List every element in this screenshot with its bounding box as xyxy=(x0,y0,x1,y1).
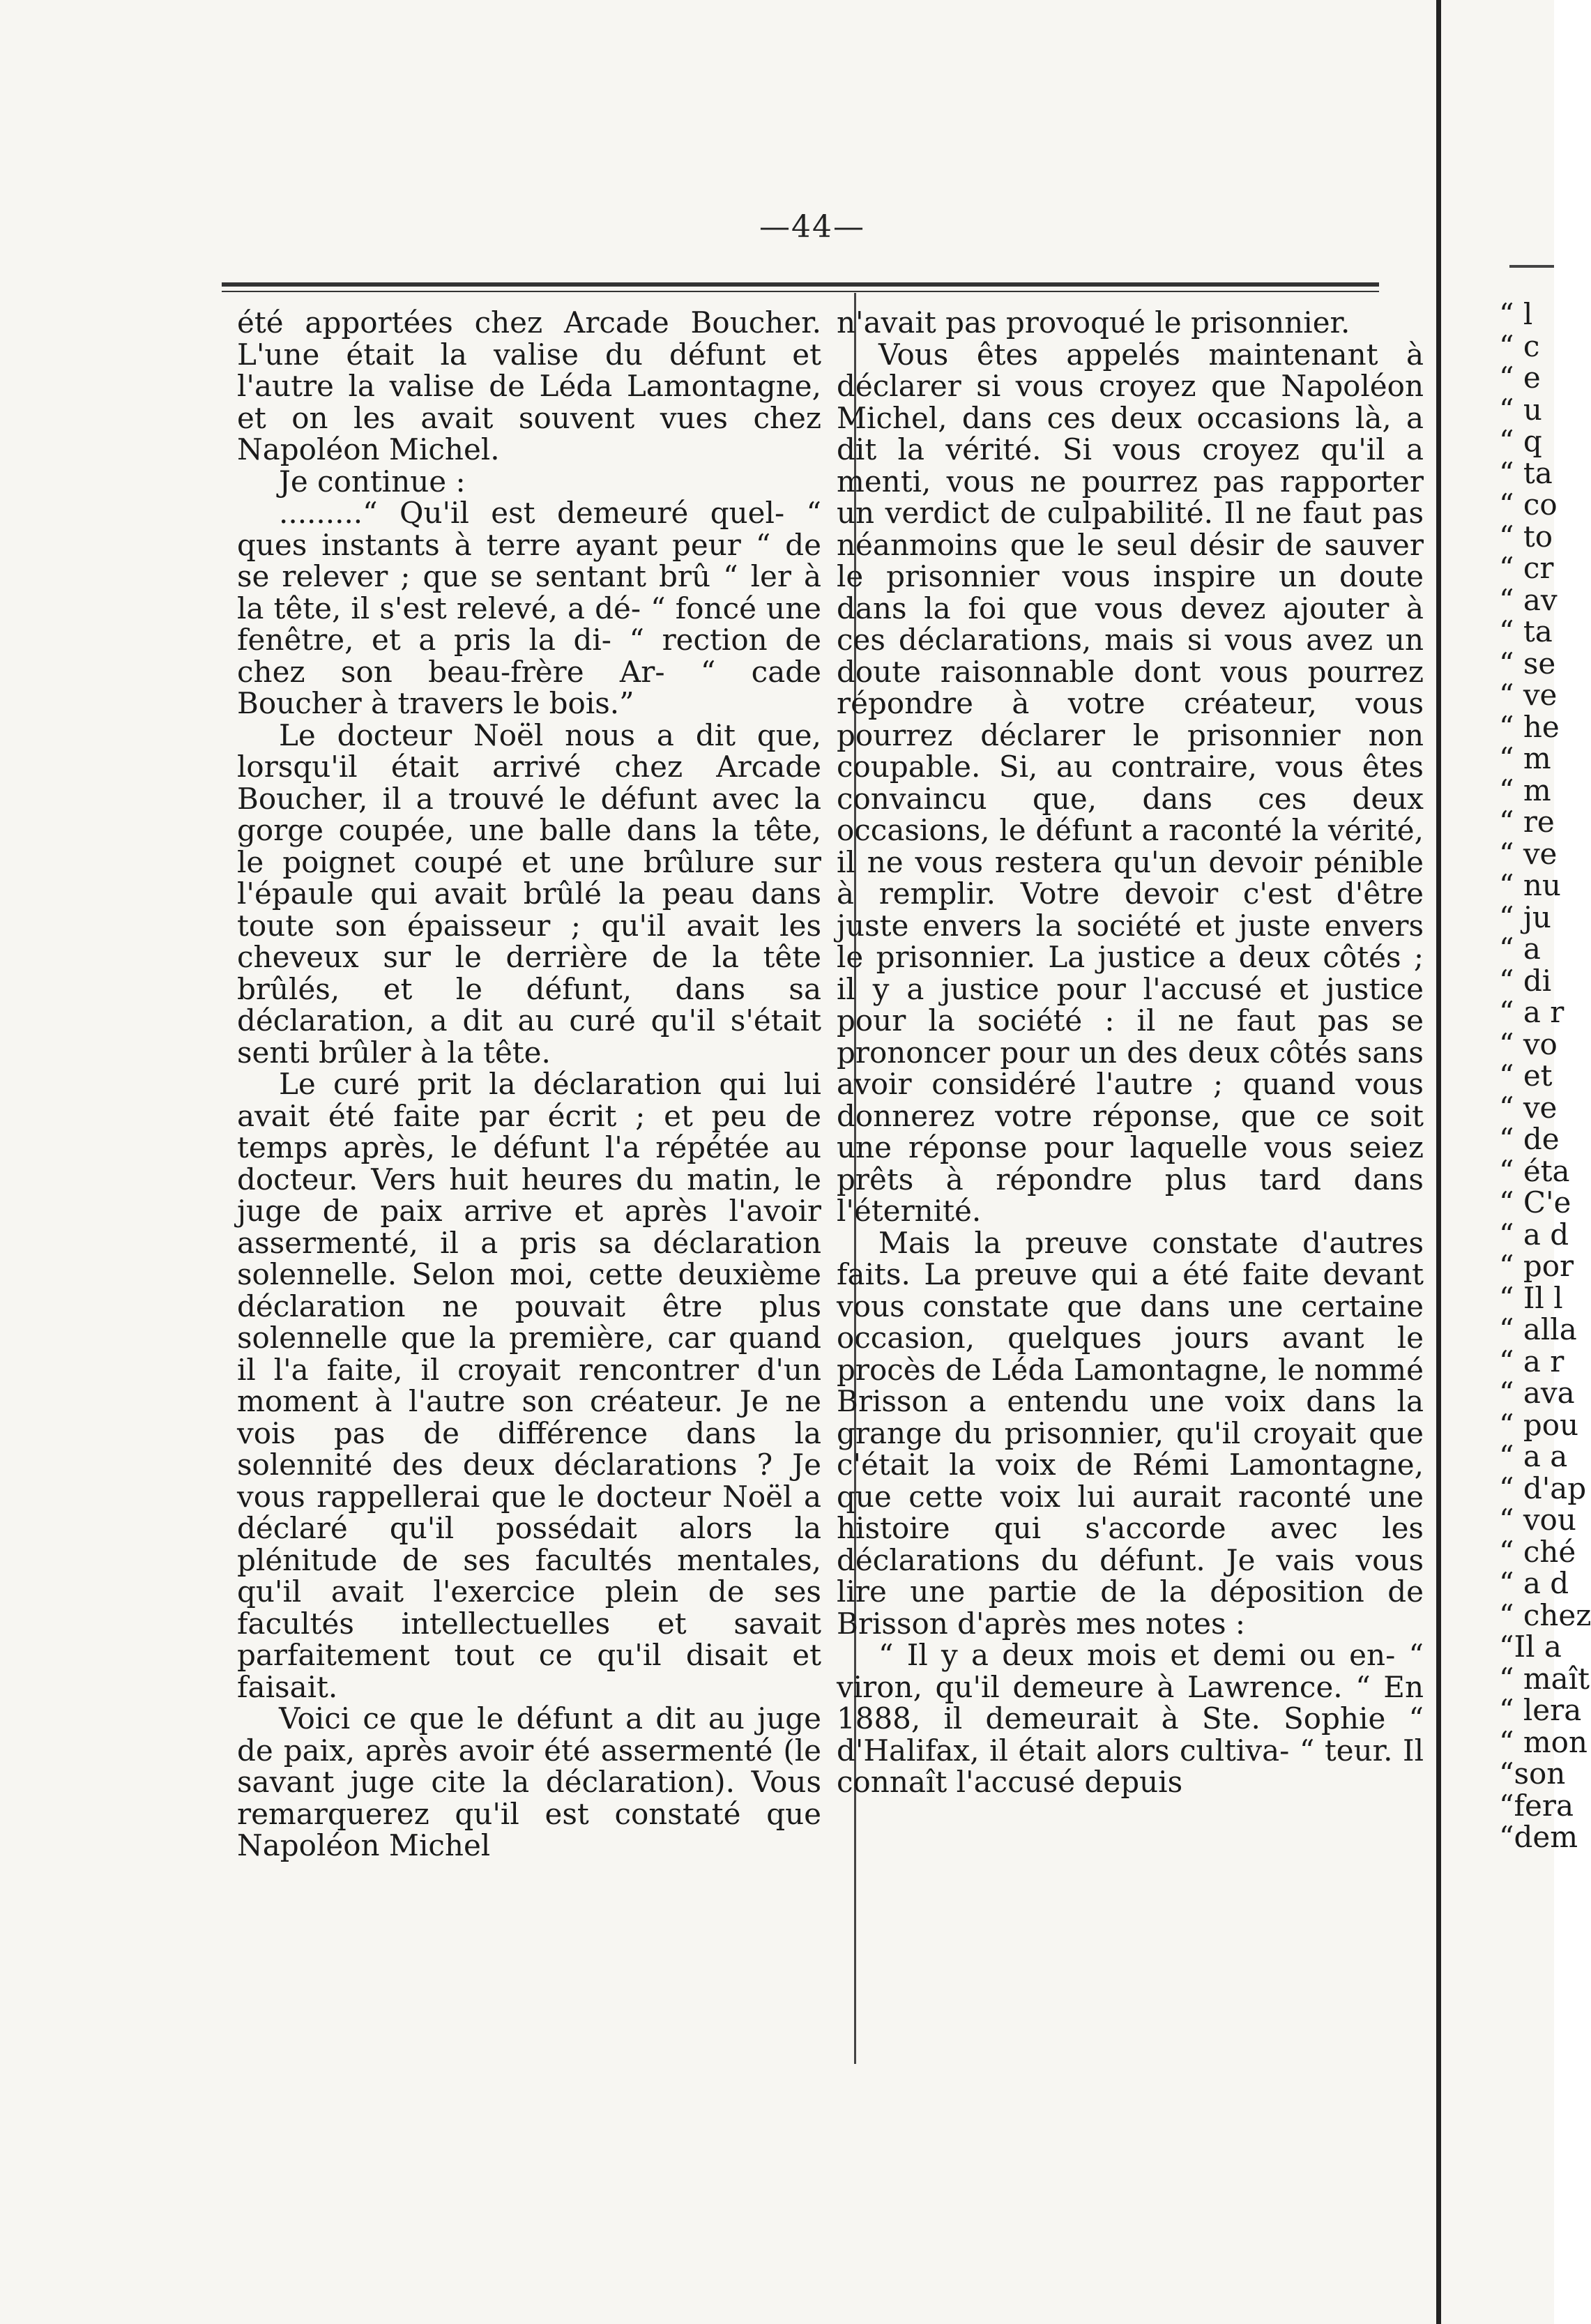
fragment-line: “Il a xyxy=(1499,1630,1562,1664)
fragment-line: “ nu xyxy=(1499,868,1561,902)
fragment-line: “ d'ap xyxy=(1499,1471,1587,1505)
fragment-line: “ cr xyxy=(1499,551,1554,585)
fragment-line: “ éta xyxy=(1499,1153,1570,1188)
fragment-line: “ u xyxy=(1499,392,1542,427)
header-rule xyxy=(222,282,1379,292)
fragment-line: “ a d xyxy=(1499,1566,1569,1600)
fragment-line: “ ju xyxy=(1499,899,1551,934)
quoted-passage: .........“ Qu'il est demeuré quel- “ ques instants à terre ayant peur “ de se relever ; que se sentant brû “ ler à la tête, il s'est relevé, a dé- “ foncé une fenêtre, et a pris la di- “ rection de chez son beau-frère Ar- “ cade Boucher à travers le bois.” xyxy=(237,496,821,720)
fragment-line: “ ve xyxy=(1499,836,1558,871)
fragment-line: “ ta xyxy=(1499,455,1553,490)
fragment-line: “ et xyxy=(1499,1058,1553,1093)
fragment-line: “ maît xyxy=(1499,1661,1590,1696)
fragment-line: “ chez xyxy=(1499,1597,1591,1632)
fragment-line: “ C'e xyxy=(1499,1185,1571,1220)
fragment-line: “ se xyxy=(1499,646,1556,681)
fragment-line: “ ta xyxy=(1499,614,1553,648)
paragraph: Voici ce que le défunt a dit au juge de paix, après avoir été assermenté (le savant juge cite la déclaration). Vous remarquerez qu'il est constaté que Napoléon Michel xyxy=(237,1701,821,1862)
page-number: —44— xyxy=(759,209,865,245)
paragraph: Le curé prit la déclaration qui lui avait été faite par écrit ; et peu de temps après, le défunt l'a répétée au docteur. Vers huit heures du matin, le juge de paix arrive et après l'avoir assermenté, il a pris sa déclaration solennelle. Selon moi, cette deuxième déclaration ne pouvait être plus solennelle que la première, car quand il l'a faite, il croyait rencontrer d'un moment à l'autre son créateur. Je ne vois pas de différence dans la solennité des deux déclarations ? Je vous rappellerai que le docteur Noël a déclaré qu'il possédait alors la plénitude de ses facultés mentales, qu'il avait l'exercice plein de ses facultés intellectuelles et savait parfaitement tout ce qu'il disait et faisait. xyxy=(237,1067,821,1704)
fragment-line: “son xyxy=(1499,1756,1566,1791)
fragment-line: “ pou xyxy=(1499,1407,1579,1442)
fragment-line: “ ché xyxy=(1499,1534,1576,1569)
fragment-line: “ m xyxy=(1499,741,1551,775)
right-column xyxy=(837,307,1424,1798)
fragment-line: “ a d xyxy=(1499,1217,1569,1252)
fragment-line: “ a xyxy=(1499,932,1541,966)
paragraph: Je continue : xyxy=(279,464,466,499)
fragment-line: “ de xyxy=(1499,1122,1560,1156)
fragment-line: “ to xyxy=(1499,519,1553,554)
next-page-header-rule xyxy=(1509,265,1554,268)
fragment-line: “ e xyxy=(1499,360,1541,395)
fragment-line: “dem xyxy=(1499,1820,1578,1854)
fragment-line: “ re xyxy=(1499,805,1555,839)
paragraph: Vous êtes appelés maintenant à déclarer si vous croyez que Napoléon Michel, dans ces deux occasions là, a dit la vérité. Si vous croyez qu'il a menti, vous ne pourrez pas rapporter un verdict de culpabilité. Il ne faut pas néanmoins que le seul désir de sauver le prisonnier vous inspire un doute dans la foi que vous devez ajouter à ces déclarations, mais si vous avez un doute raisonnable dont vous pourrez répondre à votre créateur, vous pourrez déclarer le prisonnier non coupable. Si, au contraire, vous êtes convaincu que, dans ces deux occasions, le défunt a raconté la vérité, il ne vous restera qu'un devoir pénible à remplir. Votre devoir c'est d'être juste envers la société et juste envers le prisonnier. La justice a deux côtés ; il y a justice pour l'accusé et justice pour la société : il ne faut pas se prononcer pour un des deux côtés sans avoir considéré l'autre ; quand vous donnerez votre réponse, que ce soit une réponse pour laquelle vous seiez prêts à répondre plus tard dans l'éternité. xyxy=(837,337,1424,1228)
fragment-line: “ Il l xyxy=(1499,1280,1563,1315)
fragment-line: “ ava xyxy=(1499,1376,1575,1410)
fragment-line: “ por xyxy=(1499,1249,1574,1283)
fragment-line: “ co xyxy=(1499,487,1558,522)
fragment-line: “fera xyxy=(1499,1788,1574,1823)
next-page-fragment xyxy=(1499,297,1591,1854)
quoted-passage: “ Il y a deux mois et demi ou en- “ viron, qu'il demeure à Lawrence. “ En 1888, il demeurait à Ste. Sophie “ d'Halifax, il était alors cultiva- “ teur. Il connaît l'accusé depuis xyxy=(837,1638,1424,1799)
paragraph: été apportées chez Arcade Boucher. L'une était la valise du défunt et l'autre la valise de Léda Lamontagne, et on les avait souvent vues chez Napoléon Michel. xyxy=(237,305,821,466)
paragraph: n'avait pas provoqué le prisonnier. xyxy=(837,305,1350,340)
fragment-line: “ av xyxy=(1499,582,1558,617)
paragraph: Mais la preuve constate d'autres faits. La preuve qui a été faite devant vous constate que dans une certaine occasion, quelques jours avant le procès de Léda Lamontagne, le nommé Brisson a entendu une voix dans la grange du prisonnier, qu'il croyait que c'était la voix de Rémi Lamontagne, que cette voix lui aurait raconté une histoire qui s'accorde avec les déclarations du défunt. Je vais vous lire une partie de la déposition de Brisson d'après mes notes : xyxy=(837,1225,1424,1641)
paragraph: Le docteur Noël nous a dit que, lorsqu'il était arrivé chez Arcade Boucher, il a trouvé le défunt avec la gorge coupée, une balle dans la tête, le poignet coupé et une brûlure sur l'épaule qui avait brûlé la peau dans toute son épaisseur ; qu'il avait les cheveux sur le derrière de la tête brûlés, et le défunt, dans sa déclaration, a dit au curé qu'il s'était senti brûler à la tête. xyxy=(237,717,821,1070)
fragment-line: “ c xyxy=(1499,328,1540,363)
fragment-line: “ vou xyxy=(1499,1503,1576,1537)
fragment-line: “ ve xyxy=(1499,1090,1558,1125)
fragment-line: “ alla xyxy=(1499,1312,1577,1346)
fragment-line: “ a a xyxy=(1499,1439,1568,1473)
page-gutter-edge xyxy=(1436,0,1441,2324)
fragment-line: “ a r xyxy=(1499,1344,1565,1379)
fragment-line: “ he xyxy=(1499,709,1560,744)
fragment-line: “ lera xyxy=(1499,1693,1582,1727)
fragment-line: “ vo xyxy=(1499,1026,1558,1061)
fragment-line: “ m xyxy=(1499,773,1551,807)
fragment-line: “ mon xyxy=(1499,1724,1588,1759)
left-column xyxy=(237,307,821,1862)
fragment-line: “ q xyxy=(1499,424,1542,458)
fragment-line: “ a r xyxy=(1499,995,1565,1029)
fragment-line: “ di xyxy=(1499,963,1552,998)
fragment-line: “ ve xyxy=(1499,678,1558,712)
fragment-line: “ l xyxy=(1499,297,1533,331)
